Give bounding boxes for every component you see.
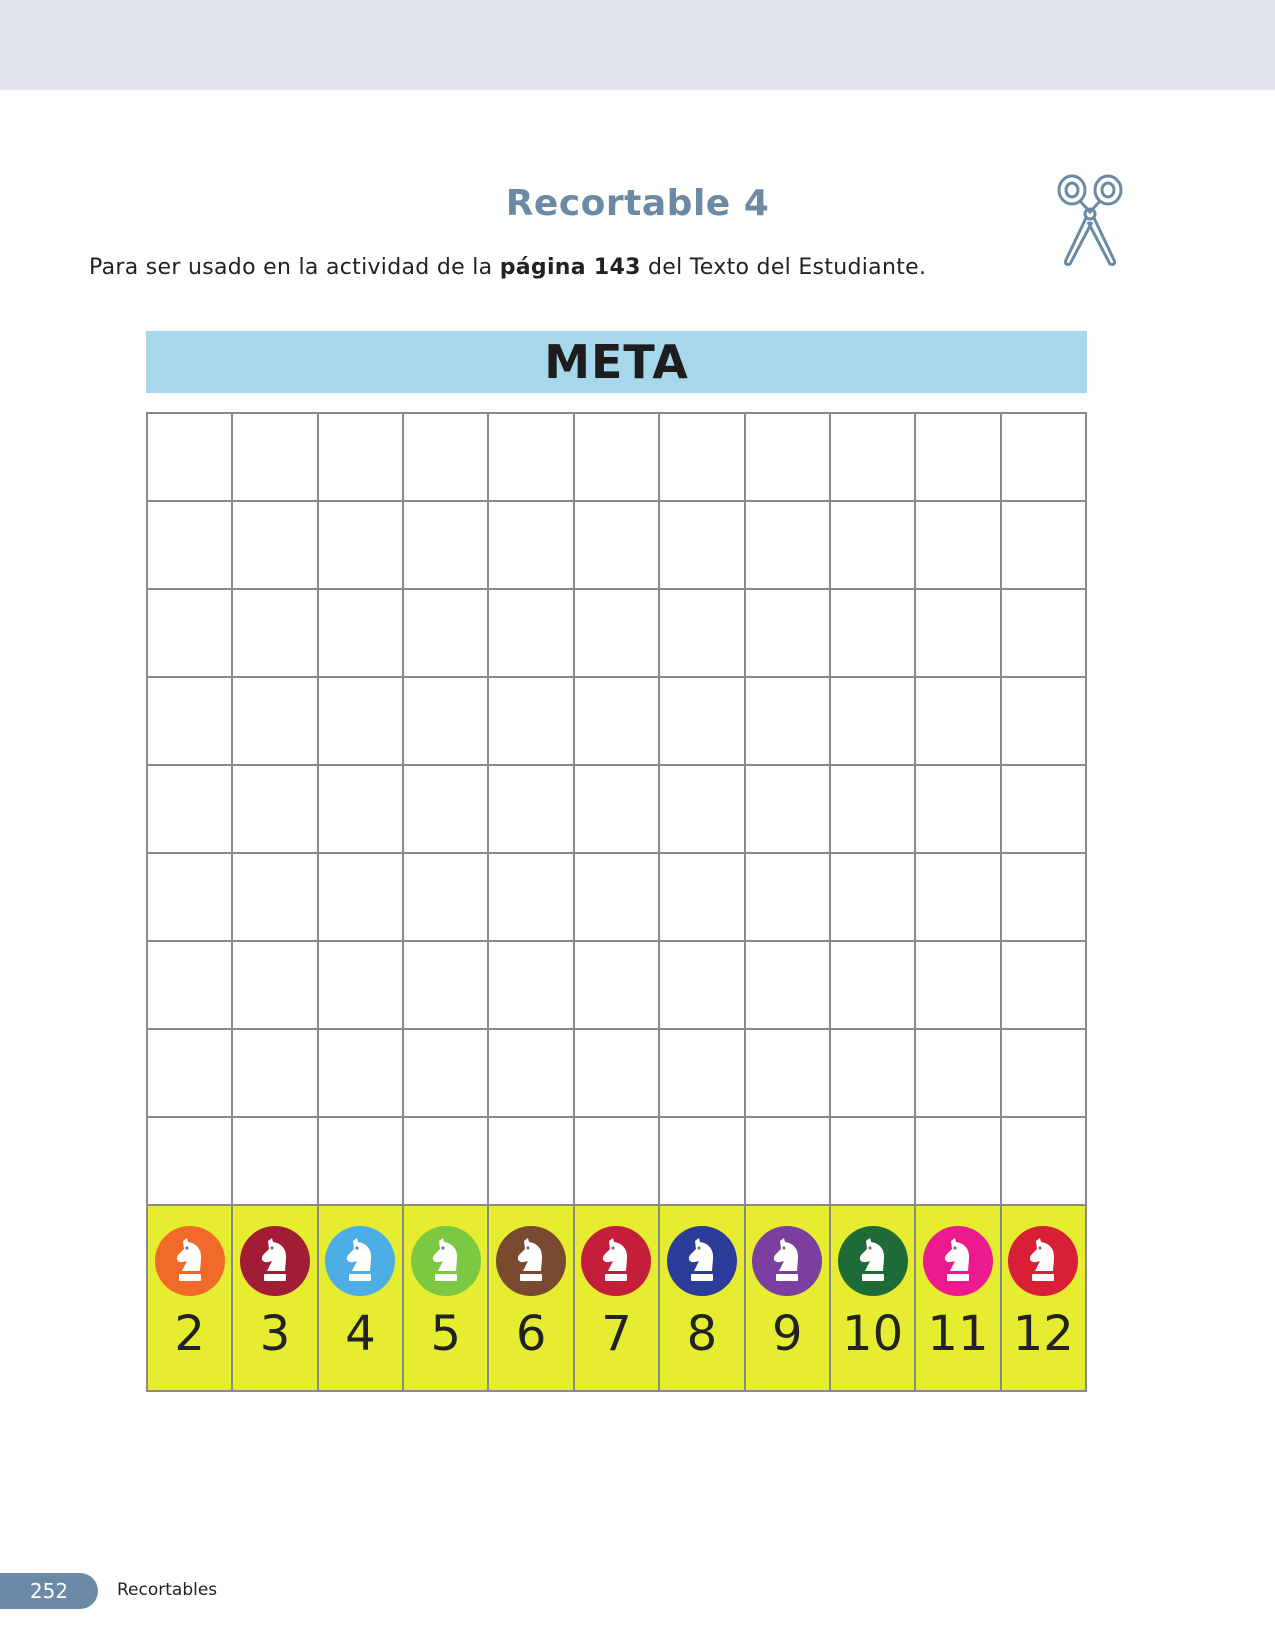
start-cell xyxy=(489,1206,574,1390)
board-cell xyxy=(1002,942,1087,1030)
board-cell xyxy=(489,1118,574,1206)
chess-knight-icon xyxy=(942,1237,974,1285)
column-number: 12 xyxy=(1012,1306,1074,1362)
knight-token xyxy=(1008,1226,1078,1296)
board-cell xyxy=(233,1030,318,1118)
board-cell xyxy=(404,502,489,590)
board-cell xyxy=(746,678,831,766)
board-cell xyxy=(489,766,574,854)
board-cell xyxy=(746,1118,831,1206)
knight-token xyxy=(325,1226,395,1296)
board-cell xyxy=(831,942,916,1030)
board-cell xyxy=(148,1030,233,1118)
scissors-icon xyxy=(1052,174,1128,274)
board-cell xyxy=(404,678,489,766)
board-cell xyxy=(404,414,489,502)
board-grid xyxy=(146,412,1087,1206)
board-cell xyxy=(660,1118,745,1206)
board-cell xyxy=(575,854,660,942)
chess-knight-icon xyxy=(430,1237,462,1285)
board-cell xyxy=(148,414,233,502)
board-cell xyxy=(489,502,574,590)
board-cell xyxy=(148,854,233,942)
chess-knight-icon xyxy=(344,1237,376,1285)
column-number: 10 xyxy=(842,1306,904,1362)
board-cell xyxy=(916,1030,1001,1118)
board-cell xyxy=(916,1118,1001,1206)
board-cell xyxy=(1002,854,1087,942)
board-cell xyxy=(660,1030,745,1118)
board-cell xyxy=(746,854,831,942)
board-cell xyxy=(1002,678,1087,766)
board-cell xyxy=(660,502,745,590)
instructions: Para ser usado en la actividad de la página 143 del Texto del Estudiante. xyxy=(89,255,927,280)
chess-knight-icon xyxy=(259,1237,291,1285)
board-cell xyxy=(575,1030,660,1118)
knight-token xyxy=(411,1226,481,1296)
start-cell xyxy=(660,1206,745,1390)
board-cell xyxy=(233,942,318,1030)
board-cell xyxy=(233,766,318,854)
board-cell xyxy=(319,766,404,854)
start-cell xyxy=(319,1206,404,1390)
board-cell xyxy=(404,590,489,678)
board-cell xyxy=(575,1118,660,1206)
board-cell xyxy=(746,502,831,590)
page-number: 252 xyxy=(0,1573,98,1609)
board-cell xyxy=(148,590,233,678)
board-cell xyxy=(319,1118,404,1206)
board-cell xyxy=(1002,766,1087,854)
board-cell xyxy=(831,414,916,502)
board-cell xyxy=(404,766,489,854)
board-cell xyxy=(319,942,404,1030)
board-cell xyxy=(746,590,831,678)
board-cell xyxy=(148,678,233,766)
board-cell xyxy=(404,942,489,1030)
board-cell xyxy=(575,942,660,1030)
board-cell xyxy=(831,590,916,678)
section-label: Recortables xyxy=(117,1580,218,1600)
board-cell xyxy=(916,766,1001,854)
board-cell xyxy=(746,414,831,502)
board-cell xyxy=(660,766,745,854)
board-cell xyxy=(1002,1030,1087,1118)
knight-token xyxy=(240,1226,310,1296)
column-number: 3 xyxy=(259,1306,291,1362)
board-cell xyxy=(916,942,1001,1030)
board-cell xyxy=(233,590,318,678)
chess-knight-icon xyxy=(1027,1237,1059,1285)
column-number: 4 xyxy=(345,1306,376,1362)
board-cell xyxy=(489,414,574,502)
page-reference: página 143 xyxy=(499,255,641,280)
game-board xyxy=(146,412,1087,1394)
board-cell xyxy=(831,766,916,854)
board-cell xyxy=(319,502,404,590)
column-number: 5 xyxy=(430,1306,462,1362)
chess-knight-icon xyxy=(174,1237,206,1285)
board-cell xyxy=(148,1118,233,1206)
chess-knight-icon xyxy=(515,1237,547,1285)
board-cell xyxy=(746,766,831,854)
board-cell xyxy=(148,942,233,1030)
start-row xyxy=(146,1206,1087,1392)
board-cell xyxy=(660,590,745,678)
page-title: Recortable 4 xyxy=(505,183,770,224)
board-cell xyxy=(575,678,660,766)
start-cell xyxy=(916,1206,1001,1390)
knight-token xyxy=(496,1226,566,1296)
board-cell xyxy=(489,942,574,1030)
board-cell xyxy=(319,1030,404,1118)
chess-knight-icon xyxy=(857,1237,889,1285)
board-cell xyxy=(1002,590,1087,678)
board-cell xyxy=(1002,414,1087,502)
board-cell xyxy=(489,590,574,678)
board-cell xyxy=(233,502,318,590)
board-cell xyxy=(319,854,404,942)
board-cell xyxy=(575,590,660,678)
board-cell xyxy=(148,502,233,590)
board-cell xyxy=(319,678,404,766)
board-cell xyxy=(404,854,489,942)
board-cell xyxy=(916,854,1001,942)
board-cell xyxy=(660,854,745,942)
board-cell xyxy=(831,502,916,590)
board-cell xyxy=(489,854,574,942)
column-number: 11 xyxy=(927,1306,989,1362)
start-cell xyxy=(404,1206,489,1390)
chess-knight-icon xyxy=(600,1237,632,1285)
knight-token xyxy=(155,1226,225,1296)
board-cell xyxy=(489,1030,574,1118)
knight-token xyxy=(752,1226,822,1296)
board-cell xyxy=(831,1118,916,1206)
start-cell xyxy=(575,1206,660,1390)
board-cell xyxy=(660,414,745,502)
board-cell xyxy=(319,590,404,678)
column-number: 6 xyxy=(515,1306,547,1362)
board-cell xyxy=(916,678,1001,766)
chess-knight-icon xyxy=(771,1237,803,1285)
start-cell xyxy=(746,1206,831,1390)
board-cell xyxy=(831,854,916,942)
board-cell xyxy=(746,942,831,1030)
board-cell xyxy=(404,1118,489,1206)
start-cell xyxy=(148,1206,233,1390)
board-cell xyxy=(404,1030,489,1118)
chess-knight-icon xyxy=(686,1237,718,1285)
knight-token xyxy=(667,1226,737,1296)
board-cell xyxy=(1002,502,1087,590)
board-cell xyxy=(233,1118,318,1206)
board-cell xyxy=(916,502,1001,590)
knight-token xyxy=(838,1226,908,1296)
board-cell xyxy=(916,590,1001,678)
board-cell xyxy=(831,678,916,766)
start-cell xyxy=(233,1206,318,1390)
knight-token xyxy=(923,1226,993,1296)
board-cell xyxy=(575,502,660,590)
board-cell xyxy=(319,414,404,502)
board-cell xyxy=(1002,1118,1087,1206)
board-cell xyxy=(489,678,574,766)
column-number: 7 xyxy=(601,1306,632,1362)
board-cell xyxy=(660,942,745,1030)
board-cell xyxy=(575,414,660,502)
board-cell xyxy=(148,766,233,854)
start-cell xyxy=(1002,1206,1087,1390)
board-cell xyxy=(575,766,660,854)
start-cell xyxy=(831,1206,916,1390)
board-cell xyxy=(233,414,318,502)
board-cell xyxy=(660,678,745,766)
board-cell xyxy=(233,678,318,766)
board-cell xyxy=(916,414,1001,502)
column-number: 8 xyxy=(686,1306,718,1362)
goal-banner: META xyxy=(146,331,1087,393)
board-cell xyxy=(746,1030,831,1118)
column-number: 2 xyxy=(174,1306,205,1362)
column-number: 9 xyxy=(771,1306,803,1362)
top-band xyxy=(0,0,1275,90)
board-cell xyxy=(831,1030,916,1118)
knight-token xyxy=(581,1226,651,1296)
board-cell xyxy=(233,854,318,942)
